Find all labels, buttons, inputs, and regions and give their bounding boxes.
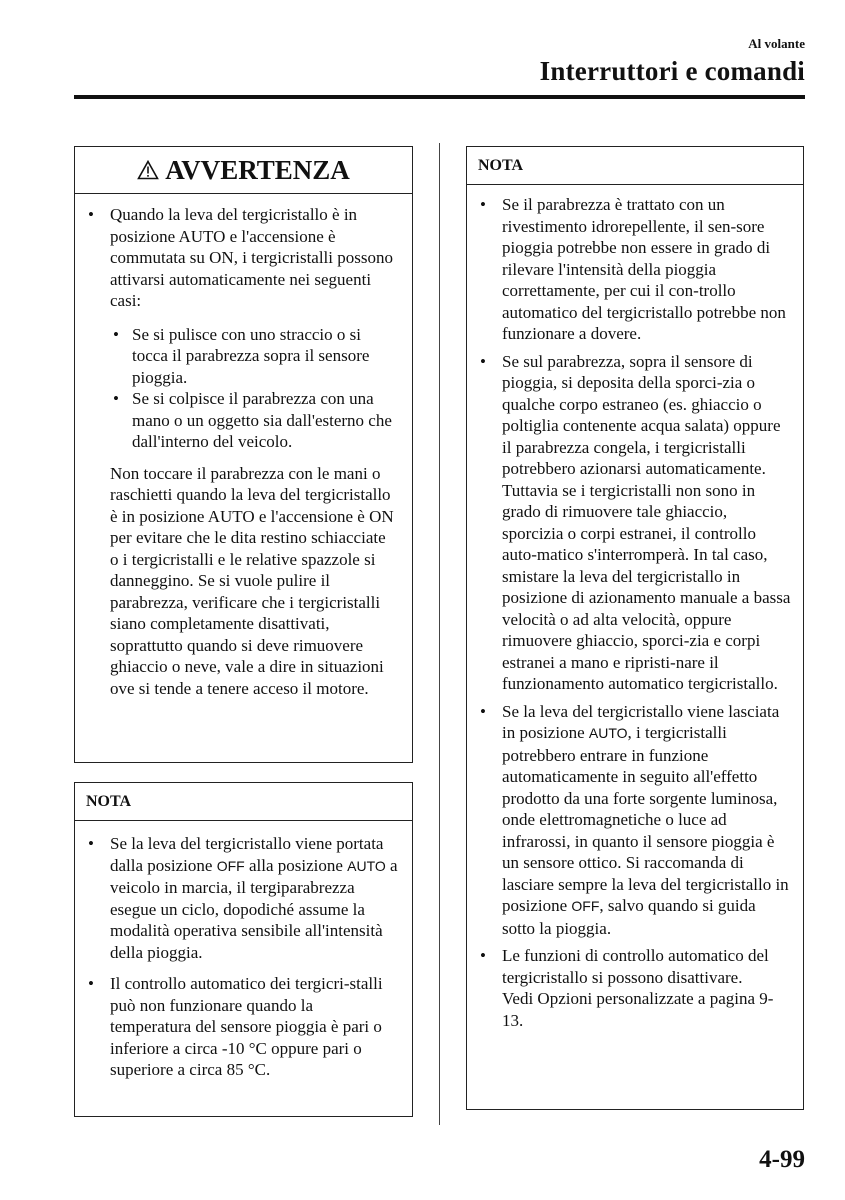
cross-reference: Vedi Opzioni personalizzate a pagina 9-13. <box>502 989 774 1030</box>
note-text: a veicolo in marcia, il tergiparabrezza esegue un ciclo, dopodiché assume la modalità operativa sensibile all'intensità della pioggia. <box>110 855 398 962</box>
note-text: Se la leva del tergicristallo viene portata dalla posizione <box>110 834 384 875</box>
note-box-left <box>74 782 413 1117</box>
page-number: 4-99 <box>759 1146 805 1173</box>
warning-box <box>74 146 413 763</box>
page-title: Interruttori e comandi <box>539 56 805 86</box>
off-position-label: OFF <box>571 898 600 914</box>
warning-title: AVVERTENZA <box>165 154 350 185</box>
note-label: NOTA <box>75 783 412 821</box>
warning-triangle-icon <box>137 160 159 180</box>
note-item: • Il controllo automatico dei tergicri-stalli può non funzionare quando la temperatura del sensore pioggia è pari o inferiore a circa -10 °C oppure pari o superiore a circa 85 °C. <box>75 973 398 1081</box>
note-text: alla posizione <box>244 855 348 875</box>
note-item <box>467 701 791 940</box>
warning-item <box>75 204 394 699</box>
warning-item-text: Quando la leva del tergicristallo è in posizione AUTO e l'accensione è commutata su ON, i tergicristalli possono attivarsi automaticamente nei seguenti casi: <box>110 205 393 310</box>
auto-position-label: AUTO <box>347 857 386 874</box>
note-item <box>467 945 791 1031</box>
auto-position-label: AUTO <box>588 725 628 741</box>
column-divider <box>439 143 440 1125</box>
warning-header <box>75 147 412 194</box>
warning-sub-item: • Se si colpisce il parabrezza con una mano o un oggetto sia dall'esterno che dall'interno del veicolo. <box>110 388 394 453</box>
off-position-label: OFF <box>216 857 245 874</box>
header-rule <box>74 95 805 99</box>
note-box-right <box>466 146 804 1110</box>
note-text: Le funzioni di controllo automatico del tergicristallo si possono disattivare. <box>502 946 769 987</box>
warning-paragraph: Non toccare il parabrezza con le mani o raschietti quando la leva del tergicristallo è in posizione AUTO e l'accensione è ON per evitare che le dita restino schiacciate o i tergicristalli e le relative spazzole si danneggino. Se si vuole pulire il parabrezza, verificare che i tergicristalli siano completamente disattivati, soprattutto quando si deve rimuovere ghiaccio o neve, vale a dire in situazioni ove si tende a tenere acceso il motore. <box>110 463 394 698</box>
note-label: NOTA <box>467 147 803 185</box>
note-text: , i tergicristalli potrebbero entrare in funzione automaticamente in seguito all'effetto prodotto da una forte sorgente luminosa, onde elettromagnetiche o luce ad infrarossi, in quanto il sensore pioggia è un sensore ottico. Si raccomanda di lasciare sempre la leva del tergicristallo in posizione <box>502 723 789 915</box>
section-label: Al volante <box>748 36 805 51</box>
warning-sub-item: • Se si pulisce con uno straccio o si tocca il parabrezza sopra il sensore pioggia. <box>110 324 394 389</box>
note-item: • Se sul parabrezza, sopra il sensore di pioggia, si deposita della sporci-zia o qualche corpo estraneo (es. ghiaccio o poltiglia contenente acqua salata) oppure il parabrezza congela, i tergicristalli potrebbero azionarsi automaticamente. Tuttavia se i tergicristalli non sono in grado di rimuovere tale ghiaccio, sporcizia o corpi estranei, il controllo auto-matico s'interromperà. In tal caso, smistare la leva del tergicristallo in posizione di azionamento manuale a bassa velocità o ad alta velocità, oppure rimuovere ghiaccio, sporci-zia e corpi estranei a mano e ripristi-nare il funzionamento automatico tergicristallo. <box>467 351 791 695</box>
note-item: • Se il parabrezza è trattato con un rivestimento idrorepellente, il sen-sore pioggia potrebbe non essere in grado di rilevare l'intensità della pioggia correttamente, per cui il con-trollo automatico del tergicristallo potrebbe non funzionare a dovere. <box>467 194 791 345</box>
note-item <box>75 833 398 963</box>
note-text: , salvo quando si guida sotto la pioggia. <box>502 896 756 938</box>
note-text: Se la leva del tergicristallo viene lasciata in posizione <box>502 701 780 742</box>
